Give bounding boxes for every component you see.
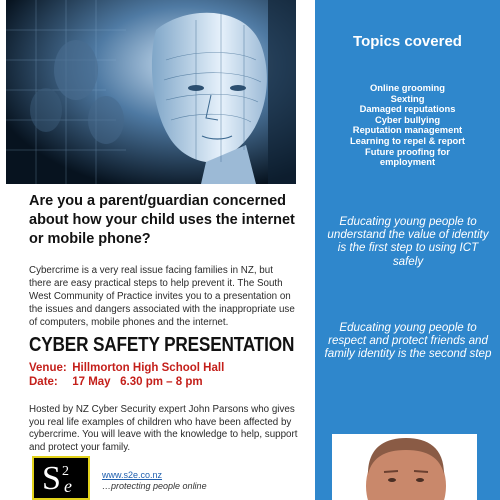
s2e-logo[interactable] xyxy=(32,456,90,500)
website-link[interactable]: www.s2e.co.nz xyxy=(102,470,163,480)
topic-item: Learning to repel & report xyxy=(349,134,466,146)
presenter-photo xyxy=(332,434,477,500)
topics-list xyxy=(315,83,500,168)
date-label: Date: xyxy=(29,375,58,388)
venue-row xyxy=(29,362,309,376)
logo-2: 2 xyxy=(62,464,69,479)
date-row xyxy=(29,376,309,390)
presenter-portrait xyxy=(332,434,477,500)
topic-item: Cyber bullying xyxy=(374,113,441,125)
hero-image xyxy=(6,0,296,184)
digital-head-illustration xyxy=(6,0,296,184)
venue-label: Venue: xyxy=(29,362,67,374)
topics-title: Topics covered xyxy=(353,33,462,50)
topic-item: Future proofing for employment xyxy=(365,145,450,168)
sidebar xyxy=(315,0,500,500)
hosted-paragraph: Hosted by NZ Cyber Security expert John Parsons who gives you real life examples of children who have been affected by cybercrime. You will leave with the knowledge to help, support and protect your family. xyxy=(29,404,298,453)
website-block xyxy=(102,470,207,492)
quote-first-step: Educating young people to understand the value of identity is the first step to using ICT safely xyxy=(327,215,489,268)
tagline: …protecting people online xyxy=(102,481,207,491)
date-value: 17 May 6.30 pm – 8 pm xyxy=(72,375,203,388)
topic-item: Online grooming xyxy=(370,82,445,93)
venue-block xyxy=(29,362,309,389)
topic-item: Reputation management xyxy=(352,124,463,136)
topic-item: Sexting xyxy=(390,92,425,104)
headline: Are you a parent/guardian concerned about how your child uses the internet or mobile phone? xyxy=(29,193,295,247)
intro-paragraph: Cybercrime is a very real issue facing families in NZ, but there are easy practical steps to help prevent it. The South West Community of Practice invites you to a presentation on the issues and dangers associated with the inappropriate use of computers, mobile phones and the internet. xyxy=(29,265,295,328)
logo-e: e xyxy=(64,476,72,496)
logo-s: S xyxy=(42,460,61,497)
quote-second-step: Educating young people to respect and protect friends and family identity is the second step xyxy=(324,321,492,361)
topic-item: Damaged reputations xyxy=(359,103,456,115)
presentation-title: CYBER SAFETY PRESENTATION xyxy=(29,334,295,356)
venue-value: Hillmorton High School Hall xyxy=(72,362,225,374)
